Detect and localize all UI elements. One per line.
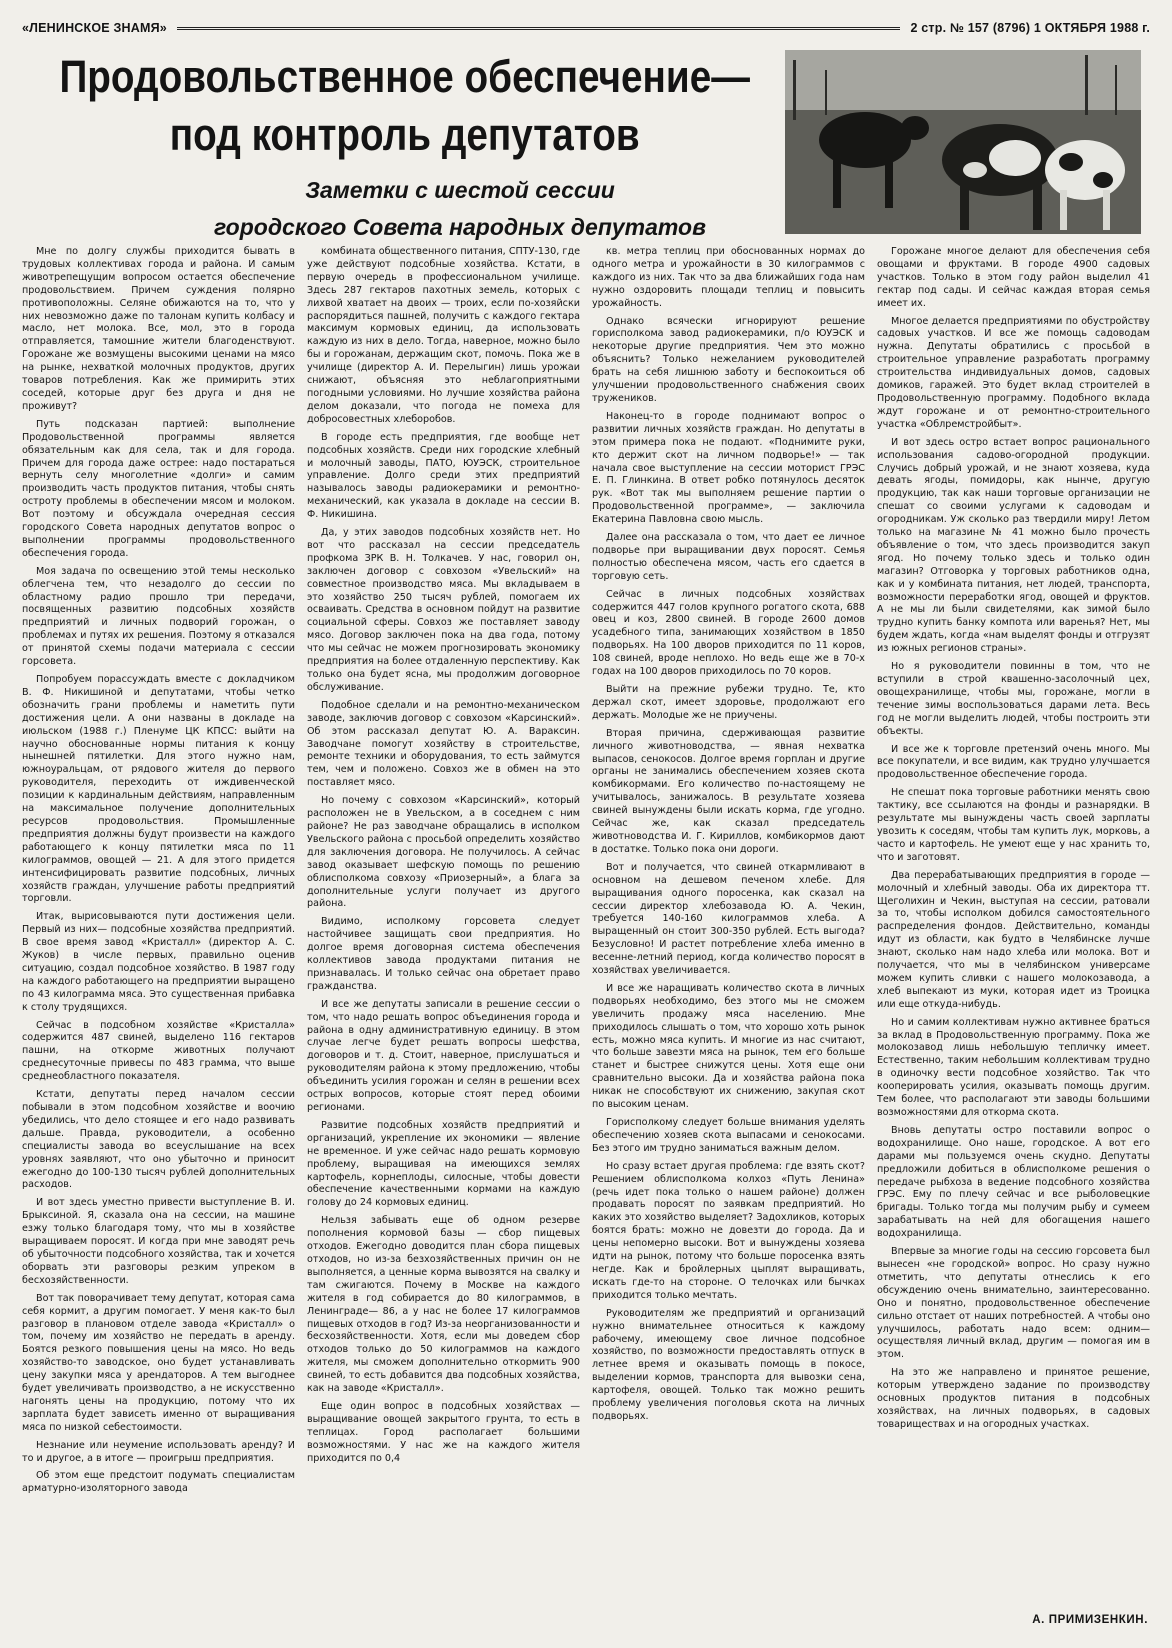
article-paragraph: Наконец-то в городе поднимают вопрос о развитии личных хозяйств граждан. Но депутаты в этом примера пока не подают. «Поднимите руки, кто держит скот на личном подворье!» — так начала свое выступление на сессии моторист ГРЭС Е. П. Глинкина. В ответ робко потянулось десяток рук. «Вот так мы выполняем решение партии о Продовольственной программе», — заключила Екатерина Павловна свою мысль.	[592, 410, 865, 526]
article-paragraph: И вот здесь остро встает вопрос рационального использования садово-огородной продукции. Случись добрый урожай, и не знают хозяева, куда девать ягоды, помидоры, как нынче, другую продукцию, так как наши торговые организации не спешат со своими услугами к садоводам и огородникам. Уж сколько раз твердили миру! Летом только на магазине № 41 можно было прочесть объявление о том, что здесь производится закуп ягод. Но почему только здесь и только один магазин? Отговорка у торговых работников одна, как и у комбината питания, нет людей, транспорта, возможности переработки ягод, овощей и фруктов. А не мы ли были свидетелями, как зимой было трудно купить банку компота или варенья? Нет, мы будем ждать, когда «нам выделят фонды и отгрузят из южных регионов страны».	[877, 436, 1150, 655]
article-paragraph: В городе есть предприятия, где вообще нет подсобных хозяйств. Среди них городские хлебный и молочный заводы, ПАТО, ЮУЭСК, строительное управление. Долго среди этих предприятий называлось заводы радиокерамики и ремонтно-механический, как указала в докладе на сессии В. Ф. Никишина.	[307, 431, 580, 521]
article-paragraph: Об этом еще предстоит подумать специалистам арматурно-изоляторного завода	[22, 1470, 295, 1495]
article-paragraph: Но я руководители повинны в том, что не вступили в строй квашенно-засолочный цех, овощехранилище, чтобы мы, горожане, могли в течение зимы воспользоваться дарами лета. Весь год не могли выделить людей, чтобы построить эти объекты.	[877, 661, 1150, 737]
article-paragraph: Развитие подсобных хозяйств предприятий и организаций, укрепление их экономики — явление не временное. И уже сейчас надо решать кормовую проблему, выращивая на имеющихся землях картофель, корнеплоды, силосные, чтобы довести обеспечение качественными кормами на каждую голову до 24 кормовых единиц.	[307, 1119, 580, 1209]
article-paragraph: Сейчас в личных подсобных хозяйствах содержится 447 голов крупного рогатого скота, 688 овец и коз, 2800 свиней. В городе 2600 домов усадебного типа, занимающих хозяйством в 1850 подворьях. На 100 дворов приходится по 11 коров, 108 свиней, вроде неплохо. Но ведь еще же в 70-х годах на 100 дворов приходилось по 70 коров.	[592, 588, 865, 678]
article-paragraph: На это же направлено и принятое решение, которым утверждено задание по производству основных продуктов питания в подсобных хозяйствах, на личных подворьях, в садовых товариществах и на огородных участках.	[877, 1367, 1150, 1430]
article-paragraph: Далее она рассказала о том, что дает ее личное подворье при выращивании двух поросят. Семья полностью обеспечена мясом, часть его сдается в торговую сеть.	[592, 532, 865, 582]
article-paragraph: комбината общественного питания, СПТУ-130, где уже действуют подсобные хозяйства. Кстати, в первую очередь в профессиональном училище. Здесь 287 гектаров пахотных земель, которых с лихвой хватает на двоих — троих, если по-хозяйски распорядиться пашней, получить с каждого гектара максимум кормовых единиц, да использовать каждую из них в дело. Тогда, наверное, можно было бы и горожанам, держащим скот, помочь. Пока же в училище (директор А. И. Перелыгин) лишь урожаи снижают, объясняя это неблагоприятными погодными условиями. Но лучшие хозяйства района делом доказали, что погода не помеха для добросовестных хлеборобов.	[307, 246, 580, 425]
article-paragraph: И все же наращивать количество скота в личных подворьях необходимо, без этого мы не сможем увеличить продажу мяса населению. Мне приходилось слышать о том, что хорошо хоть рынок есть, можно мяса купить. И многие из нас считают, что больше завезти мяса на рынок, тем его больше станет и быстрее снижутся цены. Хотя еще они сравнительно высоки. Да и хозяйства района пока никак не способствуют их снижению, закупая скот по высоким ценам.	[592, 982, 865, 1111]
article-paragraph: Но и самим коллективам нужно активнее браться за вклад в Продовольственную программу. Пока же молокозавод лишь небольшую тепличку имеет. Естественно, таким небольшим коллективам трудно в одиночку вести подсобное хозяйство. Так что кооперировать усилия, оказывать помощь другим. Тем более, что располагают эти заводы большими возможностями для откорма скота.	[877, 1016, 1150, 1118]
article-paragraph: Моя задача по освещению этой темы несколько облегчена тем, что незадолго до сессии по областному радио прошло три передачи, посвященных развитию подсобных хозяйств предприятий и личных подворий горожан, о проблемах и путях их решения. Поэтому я отказался от принятой схемы подачи материала с сессии горсовета.	[22, 565, 295, 668]
article-paragraph: Вот так поворачивает тему депутат, которая сама себя кормит, а другим помогает. У меня как-то был разговор в плановом отделе завода «Кристалл» о том, почему им хозяйство не передать в аренду. Боятся резкого повышения цены на мясо. Но ведь хозяйство-то заводское, оно будет устанавливать цену закупки мяса у арендаторов. А тем выгоднее будет увеличивать производство, а не искусственно нагонять цены на продукцию, потому что их зарплата будет зависеть именно от выращивания мяса по низкой себестоимости.	[22, 1292, 295, 1433]
article-paragraph: Но сразу встает другая проблема: где взять скот? Решением облисполкома колхоз «Путь Ленина» (речь идет пока только о нашем районе) должен продавать поросят по заявкам предприятий. Но каких это хозяйство выделяет? Задохликов, которых боятся брать: можно не довезти до города. Да и цены непомерно высоки. Вот и вынуждены хозяева идти на рынок, потому что больше поросенка взять негде. Как и бройлерных цыплят выращивать, искать где-то на стороне. О телочках или бычках приходится только мечтать.	[592, 1160, 865, 1301]
article-paragraph: Видимо, исполкому горсовета следует настойчивее защищать свои предприятия. Но долгое время договорная система обеспечения коллективов завода продуктами питания не признавалась. И только сейчас она обретает право гражданства.	[307, 916, 580, 992]
article-column-4	[877, 246, 1150, 1624]
article-paragraph: кв. метра теплиц при обоснованных нормах до одного метра и урожайности в 30 килограммов с каждого из них. Так что за два ближайших года нам нужно оздоровить площади теплиц и повысить урожайность.	[592, 246, 865, 309]
headline-line-1: Продовольственное обеспечение—	[59, 51, 750, 102]
masthead-rule	[177, 27, 901, 30]
article-paragraph: Впервые за многие годы на сессию горсовета был вынесен «не городской» вопрос. Но сразу нужно отметить, что депутаты отнеслись к его обсуждению очень внимательно, заинтересованно. Оно и понятно, продовольственное обеспечение сильно отстает от наших потребностей. А чтобы оно улучшилось, работать надо всем: одним—осуществляя личный вклад, другим — помогая им в этом.	[877, 1246, 1150, 1361]
subhead-line-2: городского Совета народных депутатов	[213, 214, 706, 240]
article-paragraph: Подобное сделали и на ремонтно-механическом заводе, заключив договор с совхозом «Карсинский». Об этом рассказал депутат Ю. А. Вараксин. Заводчане помогут хозяйству в строительстве, ремонте техники и оборудования, то есть займутся тем, чем и положено. Совхоз же в обмен на это поставляет мясо.	[307, 699, 580, 789]
masthead	[22, 18, 1150, 38]
article-paragraph: Горожане многое делают для обеспечения себя овощами и фруктами. В городе 4900 садовых участков. Только в этом году район выделил 41 гектар под сады. И сейчас каждая вторая семья имеет их.	[877, 246, 1150, 309]
article-paragraph: Вот и получается, что свиней откармливают в основном на дешевом печеном хлебе. Для выращивания одного поросенка, как сказал на сессии директор хлебозавода Ю. А. Чекин, требуется 140-160 килограммов хлеба. А выращенный он стоит 300-350 рублей. Есть выгода? Безусловно! И растет потребление хлеба именно в весенне-летний период, когда количество поросят в хозяйствах увеличивается.	[592, 861, 865, 977]
article-paragraph: Вновь депутаты остро поставили вопрос о водохранилище. Оно наше, городское. А вот его дарами мы пользуемся очень скудно. Депутаты предложили добиться в облисполкоме решения о передаче рыбхоза в ведение подсобного хозяйства ГРЭС. Ему по плечу сейчас и все рыболовецкие бригады. Только тогда мы получим рыбу и сумеем зарабатывать на ней для обогащения нашего водохранилища.	[877, 1124, 1150, 1240]
article-paragraph: Да, у этих заводов подсобных хозяйств нет. Но вот что рассказал на сессии председатель профкома ЗРК В. Н. Толкачев. У нас, говорил он, заключен договор с совхозом «Увельский» на совместное производство мяса. Мы вкладываем в это хозяйство 250 тысяч рублей, помогаем их осваивать. Средства в основном пойдут на развитие социальной сферы. Совхоз же поставляет заводу мясо. Договор заключен пока на два года, потому что мы сейчас не можем прогнозировать экономику предприятия на более отдаленную перспективу. Как только она будет ясна, мы продолжим договорное обслуживание.	[307, 527, 580, 693]
article-paragraph: Руководителям же предприятий и организаций нужно внимательнее относиться к каждому рабочему, имеющему свое личное подсобное хозяйство, по возможности предоставлять отпуск в летнее время и оказывать помощь в покосе, выделении кормов, транспорта для вывозки сена, картофеля, овощей. Только так можно решить проблему увеличения поголовья скота на личных подворьях.	[592, 1307, 865, 1422]
article-paragraph: Нельзя забывать еще об одном резерве пополнения кормовой базы — сбор пищевых отходов. Ежегодно доводится план сбора пищевых отходов, но из-за безхозяйственных причин он не выполняется, а ценные корма вывозятся на свалку и там сжигаются. Почему в Москве на каждого жителя в год собирается до 80 килограммов, в Ленинграде— 86, а у нас не более 17 килограммов пищевых отходов в год? Из-за неорганизованности и бесхозяйственности. Хотя, если мы доведем сбор отходов только до 50 килограммов на каждого жителя, мы сможем дополнительно откормить 900 свиней, то есть добавится два подсобных хозяйства, как на заводе «Кристалл».	[307, 1215, 580, 1395]
article-body	[22, 246, 1150, 1624]
article-paragraph: Однако всячески игнорируют решение горисполкома завод радиокерамики, п/о ЮУЭСК и некоторые другие предприятия. Чем это можно объяснить? Только нежеланием руководителей брать на себя лишнюю заботу и беспокоиться об улучшении продовольственного снабжения своих тружеников.	[592, 315, 865, 404]
article-paragraph: Попробуем порассуждать вместе с докладчиком В. Ф. Никишиной и депутатами, чтобы четко обозначить грани проблемы и наметить пути достижения цели. А они названы в докладе на июльском (1988 г.) Пленуме ЦК КПСС: выйти на научно обоснованные нормы питания к концу нынешней пятилетки. Для этого нужно нам, южноуральцам, от рядового жителя до первого руководителя, переходить от иждивенческой позиции к кардинальным действиям, направленным на максимальное получение дополнительных ресурсов продовольствия. Промышленные предприятия должны будут произвести на каждого работающего к концу пятилетки мяса по 11 килограммов, овощей — 21. А для этого придется интенсифицировать развитие подсобных, личных хозяйств граждан, улучшение работы предприятий торговли.	[22, 674, 295, 905]
article-paragraph: И вот здесь уместно привести выступление В. И. Брыксиной. Я, сказала она на сессии, на машине езжу только благодаря тому, что мы в хозяйстве выращиваем поросят. И когда при мне заводят речь об убыточности подсобного хозяйства, так и хочется оборвать эти разговоры резким упреком в бесхозяйственности.	[22, 1197, 295, 1286]
article-paragraph: Итак, вырисовываются пути достижения цели. Первый из них— подсобные хозяйства предприятий. В свое время завод «Кристалл» (директор А. С. Жуков) в числе первых, правильно оценив ситуацию, создал подсобное хозяйство. В 1987 году на каждого работающего на предприятии выращено по 43 килограмма мяса. Это существенная прибавка к столу трудящихся.	[22, 911, 295, 1013]
cows-photo	[785, 50, 1141, 234]
article-paragraph: И все же депутаты записали в решение сессии о том, что надо решать вопрос объединения города и района в одну административную единицу. В этом случае легче будет решать вопросы шефства, договоров и т. д. Стоит, наверное, прислушаться и руководителям района к этому предложению, чтобы объединить усилия горожан и селян в решении всех острых вопросов, которые стоят перед обоими регионами.	[307, 998, 580, 1113]
headline-line-2: под контроль депутатов	[169, 109, 640, 160]
article-paragraph: Еще один вопрос в подсобных хозяйствах — выращивание овощей закрытого грунта, то есть в теплицах. Город располагает большими возможностями. У нас же на каждого жителя приходится по 0,4	[307, 1400, 580, 1464]
article-column-1	[22, 246, 295, 1624]
article-paragraph: Но почему с совхозом «Карсинский», который расположен не в Увельском, а в соседнем с ним районе? Не раз заводчане обращались в исполком Увельского района с просьбой определить хозяйство для заключения договора. Не получилось. А сейчас завод оказывает шефскую помощь по решению облисполкома совхозу «Приозерный», а блага за дополнительные услуги получает из другого района.	[307, 795, 580, 910]
article-paragraph: Два перерабатывающих предприятия в городе — молочный и хлебный заводы. Оба их директора тт. Щеголихин и Чекин, выступая на сессии, ратовали за то, чтобы исполком добился самостоятельного распределения фондов. Действительно, команды идут из области, как будто в Челябинске лучше знают, сколько нам надо хлеба или молока. Вот и получается, что мы в челябинском универсаме можем купить сливки с нашего молокозавода, а хлеб выпекают из муки, которая идет из Троицка или еще откуда-нибудь.	[877, 869, 1150, 1010]
article-paragraph: Вторая причина, сдерживающая развитие личного животноводства, — явная нехватка выпасов, сенокосов. Долгое время горплан и другие органы не занимались обеспечением хозяев скота комбикормами. Его количество по-настоящему не учитывалось, занижалось. В результате хозяева свиней вынуждены были искать корма, где угодно. Сейчас же, как сказал председатель животноводства И. Г. Кириллов, комбикормов дают в достатке. Только пока они дороги.	[592, 727, 865, 855]
article-headline	[22, 48, 787, 164]
author-signature: А. ПРИМИЗЕНКИН.	[1032, 1614, 1148, 1626]
article-paragraph: И все же к торговле претензий очень много. Мы все покупатели, и все видим, как трудно улучшается продовольственное обеспечение города.	[877, 743, 1150, 781]
article-paragraph: Путь подсказан партией: выполнение Продовольственной программы является обязательным как для села, так и для города. Причем для города даже острее: надо постараться вернуть селу многолетние «долги» и самим производить часть продуктов питания, чтобы снять остроту проблемы в обеспечении мясом и молоком. Вот поэтому и обсуждала очередная сессия городского Совета народных депутатов вопрос о выполнении программы продовольственного обеспечения города.	[22, 418, 295, 559]
article-column-2	[307, 246, 580, 1624]
article-paragraph: Не спешат пока торговые работники менять свою тактику, все ссылаются на фонды и разнарядки. В результате мы вынуждены часть своей зарплаты увозить к соседям, чтобы там купить лук, морковь, а часто и картофель. Не умеют еще у нас хранить то, что и заготовят.	[877, 787, 1150, 863]
article-column-3	[592, 246, 865, 1624]
article-paragraph: Выйти на прежние рубежи трудно. Те, кто держал скот, имеет здоровье, продолжают его держать. Молодые же не приучены.	[592, 684, 865, 721]
cows-photo-icon	[785, 50, 1141, 234]
issue-info: 2 стр. № 157 (8796) 1 ОКТЯБРЯ 1988 г.	[910, 21, 1150, 35]
subhead-line-1: Заметки с шестой сессии	[305, 177, 615, 203]
article-paragraph: Сейчас в подсобном хозяйстве «Кристалла» содержится 487 свиней, выделено 116 гектаров пашни, на откорме животных получают среднесуточные привесы по 483 грамма, что выше среднеобластного показателя.	[22, 1019, 295, 1083]
article-paragraph: Кстати, депутаты перед началом сессии побывали в этом подсобном хозяйстве и воочию убедились, что дело стоящее и его надо развивать дальше. Правда, руководители, а особенно специалисты завода во всеуслышание на всех уровнях заявляют, что оно убыточно и приносит ежегодно до 100-130 тысяч рублей дополнительных расходов.	[22, 1089, 295, 1191]
article-subhead	[150, 172, 770, 246]
article-paragraph: Незнание или неумение использовать аренду? И то и другое, а в итоге — проигрыш предприятия.	[22, 1439, 295, 1464]
article-paragraph: Мне по долгу службы приходится бывать в трудовых коллективах города и района. И самым животрепещущим вопросом остается обеспечение продовольствием. Причем суждения полярно противоположны. Селяне обижаются на то, что у них невозможно даже по талонам купить колбасу и масло, нет молока. Все, мол, это в города отправляется, тамошние жители благоденствуют. Горожане же возмущены высокими ценами на мясо на рынке, нехваткой молочных продуктов, других товаров потребления. Как же примирить этих соседей, которые друг без друга и дня не проживут?	[22, 246, 295, 412]
newspaper-name: «ЛЕНИНСКОЕ ЗНАМЯ»	[22, 21, 167, 35]
article-paragraph: Многое делается предприятиями по обустройству садовых участков. И все же помощь садоводам нужна. Депутаты обратились с просьбой в строительное управление разработать программу строительства индивидуальных домов, садовых домиков, гаражей. Это будет вклад строителей в Продовольственную программу. Подобного вклада ждут горожане и от ремонтно-строительного участка «Облремстройбыт».	[877, 315, 1150, 430]
article-paragraph: Горисполкому следует больше внимания уделять обеспечению хозяев скота выпасами и сенокосами. Без этого им трудно заниматься важным делом.	[592, 1117, 865, 1154]
